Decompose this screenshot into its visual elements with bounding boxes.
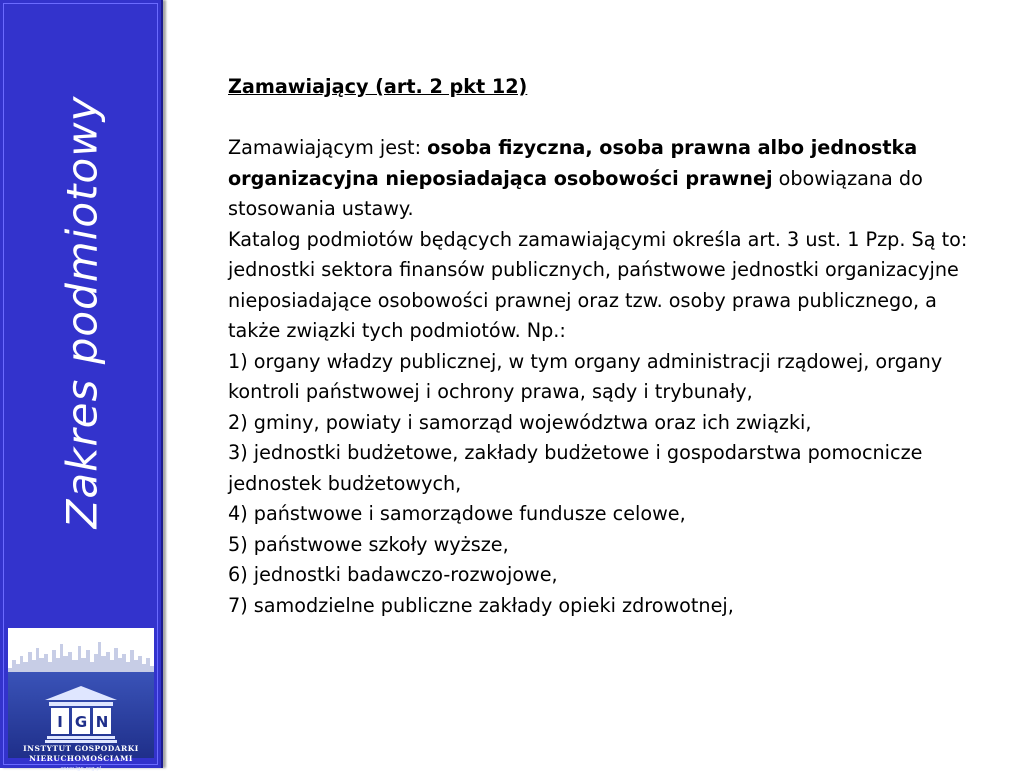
logo-letter-g: G [74,713,88,731]
definition-bold: osoba fizyczna, osoba prawna albo jednostka organizacyjna nieposiadająca osobowości prawnej [228,136,918,190]
list-item-2: 2) gminy, powiaty i samorząd województwa oraz ich związki, [228,410,812,434]
logo-url: www.ign.org.pl [60,766,102,772]
list-item-6: 6) jednostki badawczo-rozwojowe, [228,563,558,586]
sidebar [0,0,163,772]
definition-paragraph [228,133,968,225]
spacer [228,103,968,134]
content-heading: Zamawiający (art. 2 pkt 12) [228,75,528,98]
list-item-5: 5) państwowe szkoły wyższe, [228,532,509,556]
logo-panel [8,672,154,772]
sidebar-title: Zakres podmiotowy [57,95,107,529]
catalog-paragraph: Katalog podmiotów będących zamawiającymi określa art. 3 ust. 1 Pzp. Są to: jednostki sektora finansów publicznych, państwowe jednostki organizacyjne nieposiadające osobowości prawnej oraz tzw. osoby prawa publicznego, a także związki tych podmiotów. Np.: [228,227,968,342]
definition-prefix: Zamawiającym jest: [228,136,428,159]
slide-content [228,72,968,621]
logo-name-line1: INSTYTUT GOSPODARKI [23,744,139,753]
logo-name-line2: NIERUCHOMOŚCIAMI [29,754,133,763]
side-title-wrap [52,62,112,562]
list-item-4: 4) państwowe i samorządowe fundusze celowe, [228,502,686,525]
definition-suffix: obowiązana do stosowania ustawy. [228,166,923,220]
building-icon [45,686,117,744]
logo-letter-i: I [57,713,63,731]
list-item-7: 7) samodzielne publiczne zakłady opieki zdrowotnej, [228,593,734,617]
logo-letter-n: N [95,713,109,731]
list-item-3: 3) jednostki budżetowe, zakłady budżetowe i gospodarstwa pomocnicze jednostek budżetowych, [228,441,923,495]
skyline-icon [8,634,154,674]
ign-logo [8,628,154,772]
list-item-1: 1) organy władzy publicznej, w tym organy administracji rządowej, organy kontroli państwowej i ochrony prawa, sądy i trybunały, [228,349,943,403]
